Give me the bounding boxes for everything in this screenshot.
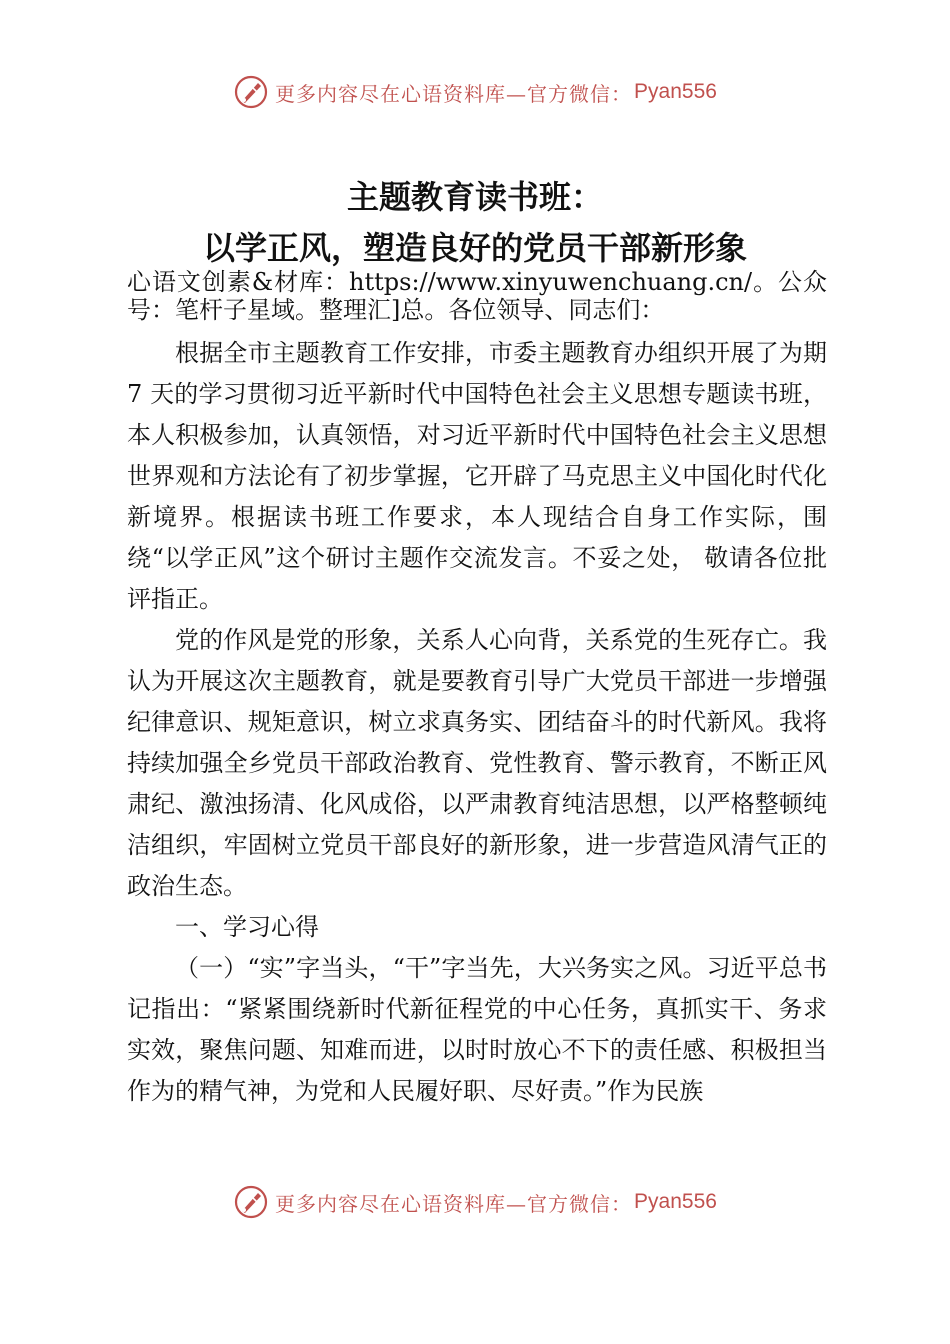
paragraph-style: 党的作风是党的形象，关系人心向背，关系党的生死存亡。我认为开展这次主题教育，就是要教育引导广大党员干部进一步增强纪律意识、规矩意识，树立求真务实、团结奋斗的时代新风。我将持续加强全乡党员干部政治教育、党性教育、警示教育，不断正风肃纪、激浊扬清、化风成俗，以严肃教育纯洁思想，以严格整顿纯洁组织，牢固树立党员干部良好的新形象，进一步营造风清气正的政治生态。 [127,626,827,900]
paragraph-subsection: （一）“实”字当头，“干”字当先，大兴务实之风。习近平总书记指出：“紧紧围绕新时代新征程党的中心任务，真抓实干、务求实效，聚焦问题、知难而进，以时时放心不下的责任感、积极担当作为的精气神，为党和人民履好职、尽好责。”作为民族 [127,954,827,1105]
banner-wechat-id: Pyan556 [634,80,717,103]
document-title-line2: 以学正风，塑造良好的党员干部新形象 [202,229,747,267]
banner-text: 更多内容尽在心语资料库—官方微信： [275,81,633,106]
section-heading: 一、学习心得 [175,913,319,941]
source-line: 心语文创素&材库：https://www.xinyuwenchuang.cn/。公众号：笔杆子星域。整理汇]总。各位领导、同志们： [127,268,827,324]
paragraph-intro: 根据全市主题教育工作安排，市委主题教育办组织开展了为期 7 天的学习贯彻习近平新时代中国特色社会主义思想专题读书班，本人积极参加，认真领悟，对习近平新时代中国特色社会主义思想世界观和方法论有了初步掌握，它开辟了马克思主义中国化时代化新境界。根据读书班工作要求，本人现结合自身工作实际，围绕“以学正风”这个研讨主题作交流发言。不妥之处， 敬请各位批评指正。 [127,339,827,613]
header-watermark-banner [0,72,950,112]
footer-watermark-banner [0,1182,950,1222]
quill-logo-icon [233,1184,269,1220]
quill-logo-icon [233,74,269,110]
document-body [127,268,827,1112]
banner-wechat-id: Pyan556 [634,1190,717,1213]
document-title-line1: 主题教育读书班： [346,178,603,216]
banner-text: 更多内容尽在心语资料库—官方微信： [275,1191,633,1216]
